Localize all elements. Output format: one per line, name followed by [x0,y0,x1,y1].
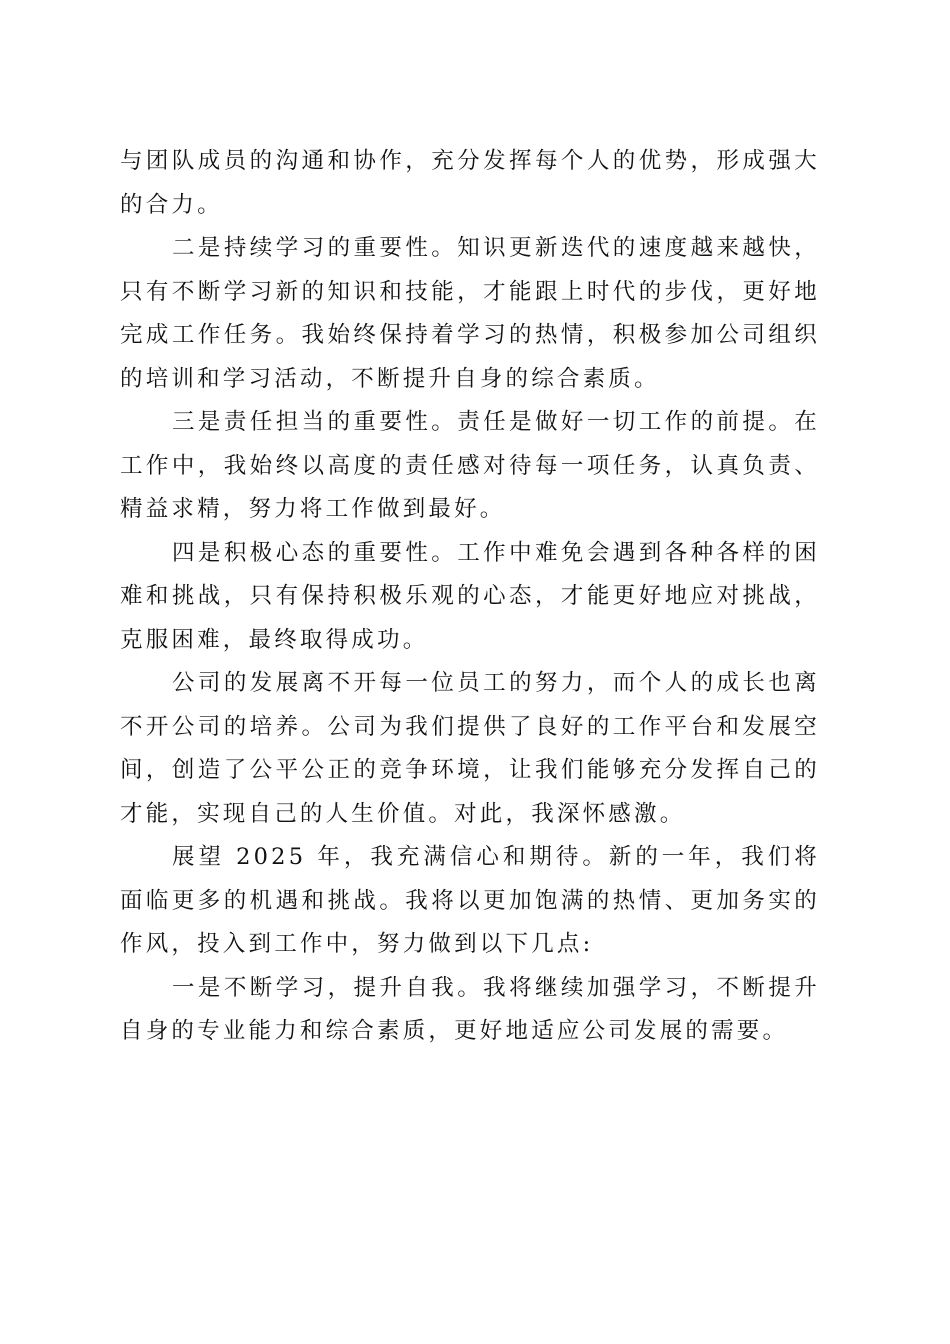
paragraph-teamwork-continued: 与团队成员的沟通和协作，充分发挥每个人的优势，形成强大的合力。 [120,148,820,218]
paragraph-keep-learning: 一是不断学习，提升自我。我将继续加强学习，不断提升自身的专业能力和综合素质，更好地适应公司发展的需要。 [120,974,820,1044]
paragraph-company-gratitude: 公司的发展离不开每一位员工的努力，而个人的成长也离不开公司的培养。公司为我们提供了良好的工作平台和发展空间，创造了公平公正的竞争环境，让我们能够充分发挥自己的才能，实现自己的人生价值。对此，我深怀感激。 [120,670,820,827]
paragraph-positive-attitude: 四是积极心态的重要性。工作中难免会遇到各种各样的困难和挑战，只有保持积极乐观的心态，才能更好地应对挑战，克服困难，最终取得成功。 [120,539,820,653]
paragraph-continuous-learning: 二是持续学习的重要性。知识更新迭代的速度越来越快，只有不断学习新的知识和技能，才能跟上时代的步伐，更好地完成工作任务。我始终保持着学习的热情，积极参加公司组织的培训和学习活动，不断提升自身的综合素质。 [120,235,820,392]
document-body [120,140,820,1054]
paragraph-outlook-2025: 展望 2025 年，我充满信心和期待。新的一年，我们将面临更多的机遇和挑战。我将以更加饱满的热情、更加务实的作风，投入到工作中，努力做到以下几点: [120,844,820,957]
paragraph-responsibility: 三是责任担当的重要性。责任是做好一切工作的前提。在工作中，我始终以高度的责任感对待每一项任务，认真负责、精益求精，努力将工作做到最好。 [120,409,820,522]
